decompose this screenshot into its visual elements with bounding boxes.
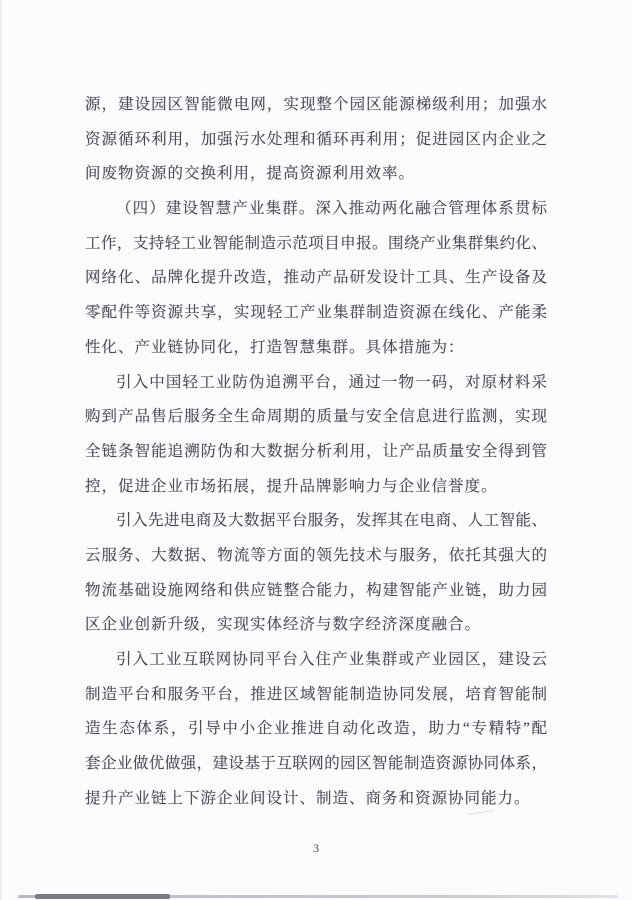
text-line: 资源循环利用，加强污水处理和循环再利用；促进园区内企业之 [85,130,547,148]
text-line: 全链条智能追溯防伪和大数据分析利用，让产品质量安全得到管 [85,442,547,460]
text-line: 工作，支持轻工业智能制造示范项目申报。围绕产业集群集约化、 [85,234,547,252]
text-line: 性化、产业链协同化，打造智慧集群。具体措施为： [85,338,465,356]
text-line: 网络化、品牌化提升改造，推动产品研发设计工具、生产设备及 [85,269,547,287]
scan-edge-artifact-left [0,0,2,900]
text-line: 源，建设园区智能微电网，实现整个园区能源梯级利用；加强水 [85,96,547,113]
text-line: 云服务、大数据、物流等方面的领先技术与服务，依托其强大的 [85,546,547,564]
text-line: 间废物资源的交换利用，提高资源利用效率。 [85,165,416,183]
text-line: 引入中国轻工业防伪追溯平台，通过一物一码，对原材料采 [116,373,547,391]
text-line: 零配件等资源共享，实现轻工产业集群制造资源在线化、产能柔 [85,304,547,322]
text-line: 区企业创新升级，实现实体经济与数字经济深度融合。 [85,616,482,634]
text-line: 制造平台和服务平台，推进区域智能制造协同发展，培育智能制 [85,685,547,703]
text-line: 物流基础设施网络和供应链整合能力，构建智能产业链，助力园 [85,581,547,599]
text-line: 购到产品售后服务全生命周期的质量与安全信息进行监测，实现 [85,408,547,426]
text-line: （四）建设智慧产业集群。深入推动两化融合管理体系贯标 [116,200,547,218]
page-number: 3 [313,841,319,855]
text-line: 控，促进企业市场拓展，提升品牌影响力与企业信誉度。 [85,477,498,495]
document-body [85,88,547,816]
text-line: 引入工业互联网协同平台入住产业集群或产业园区，建设云 [116,651,547,668]
text-line: 造生态体系，引导中小企业推进自动化改造，助力“专精特”配 [85,720,547,738]
text-line: 提升产业链上下游企业间设计、制造、商务和资源协同能力。 [85,789,531,807]
text-line: 引入先进电商及大数据平台服务，发挥其在电商、人工智能、 [116,512,547,530]
text-line: 套企业做优做强，建设基于互联网的园区智能制造资源协同体系， [85,755,547,773]
scan-shadow-bottom-left [35,894,170,899]
